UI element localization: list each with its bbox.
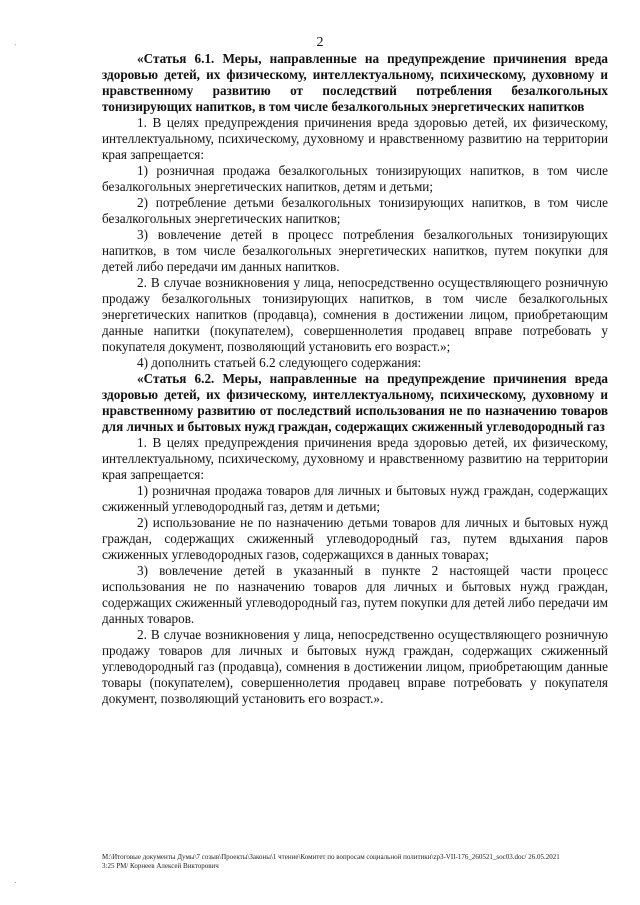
paragraph: 4) дополнить статьей 6.2 следующего содержания: (137, 355, 422, 370)
paragraph: 2. В случае возникновения у лица, непосредственно осуществляющего розничную продажу товаров для личных и бытовых нужд граждан, содержащих сжиженный углеводородный газ (продавца), сомнения в достижении лицом, приобретающим данные товары (покупателем), совершеннолетия продавец вправе потребовать у покупателя документ, позволяющий установить его возраст.». (102, 627, 608, 706)
page-number: 2 (316, 35, 324, 50)
scan-mark: · (14, 877, 17, 887)
footer-author: 3:25 PM/ Корнеев Алексей Викторович (102, 862, 219, 870)
paragraph: 3) вовлечение детей в процесс потребления безалкогольных тонизирующих напитков, в том числе безалкогольных энергетических напитков, путем покупки для детей либо передачи им данных напитков. (102, 227, 608, 274)
paragraph: 1) розничная продажа безалкогольных тонизирующих напитков, в том числе безалкогольных энергетических напитков, детям и детьми; (102, 163, 608, 194)
article-6-2 (102, 371, 608, 707)
paragraph: 2) потребление детьми безалкогольных тонизирующих напитков, в том числе безалкогольных энергетических напитков; (102, 195, 608, 226)
article-heading: «Статья 6.2. Меры, направленные на предупреждение причинения вреда здоровью детей, их физическому, интеллектуальному, психическому, духовному и нравственному развитию от последствий использования не по назначению товаров для личных и бытовых нужд граждан, содержащих сжиженный углеводородный газ (102, 371, 608, 434)
paragraph: 1. В целях предупреждения причинения вреда здоровью детей, их физическому, интеллектуальному, психическому, духовному и нравственному развитию на территории края запрещается: (102, 115, 608, 162)
paragraph: 1. В целях предупреждения причинения вреда здоровью детей, их физическому, интеллектуальному, психическому, духовному и нравственному развитию на территории края запрещается: (102, 435, 608, 482)
paragraph: 2) использование не по назначению детьми товаров для личных и бытовых нужд граждан, содержащих сжиженный углеводородный газ, путем вдыхания паров сжиженных углеводородных газов, содержащихся в данных товарах; (102, 515, 608, 562)
article-heading: «Статья 6.1. Меры, направленные на предупреждение причинения вреда здоровью детей, их физическому, интеллектуальному, психическому, духовному и нравственному развитию от последствий потребления безалкогольных тонизирующих напитков, в том числе безалкогольных энергетических напитков (102, 51, 608, 114)
paragraph: 1) розничная продажа товаров для личных и бытовых нужд граждан, содержащих сжиженный углеводородный газ, детям и детьми; (102, 483, 608, 514)
file-path-footer (102, 853, 608, 871)
footer-path: M:\Итоговые документы Думы\7 созыв\Проекты\Законы\1 чтение\Комитет по вопросам социальной политики\zp3-VII-176_260521_soc03.doc/ 26.05.2021 (102, 853, 560, 861)
paragraph: 3) вовлечение детей в указанный в пункте 2 настоящей части процесс использования не по назначению товаров для личных и бытовых нужд граждан, содержащих сжиженный углеводородный газ, путем покупки для детей либо передачи им данных товаров. (102, 563, 608, 626)
article-6-1 (102, 51, 608, 371)
scan-mark: ´ (14, 43, 17, 53)
document-body (102, 51, 608, 707)
paragraph: 2. В случае возникновения у лица, непосредственно осуществляющего розничную продажу безалкогольных тонизирующих напитков, в том числе безалкогольных энергетических напитков (продавца), сомнения в достижении лицом, приобретающим данные напитки (покупателем), совершеннолетия продавец вправе потребовать у покупателя документ, позволяющий установить его возраст.»; (102, 275, 608, 354)
